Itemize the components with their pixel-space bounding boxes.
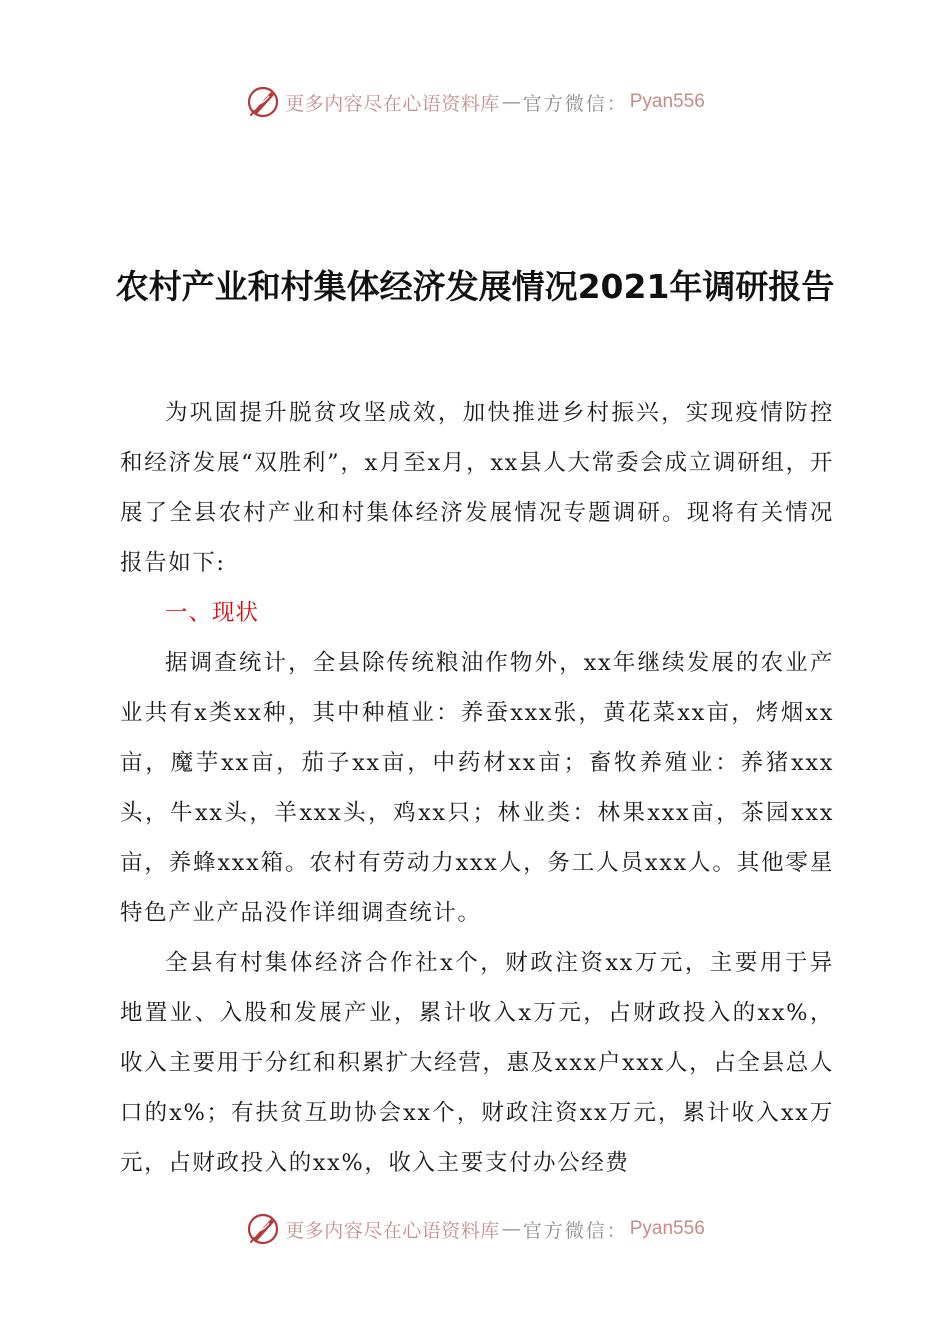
watermark-wechat-id: Pyan556	[629, 1218, 705, 1239]
status-paragraph-industry: 据调查统计，全县除传统粮油作物外，xx年继续发展的农业产业共有x类xx种，其中种植业：养蚕xxx张，黄花菜xx亩，烤烟xx亩，魔芋xx亩，茄子xx亩，中药材xx亩；畜牧养殖业：养猪xxx头，牛xx头，羊xxx头，鸡xx只；林业类：林果xxx亩，茶园xxx亩，养蜂xxx箱。农村有劳动力xxx人，务工人员xxx人。其他零星特色产业产品没作详细调查统计。	[120, 650, 834, 926]
document-title: 农村产业和村集体经济发展情况2021年调研报告	[115, 267, 835, 306]
watermark-separator: —	[501, 91, 521, 113]
status-paragraph-collective-economy: 全县有村集体经济合作社x个，财政注资xx万元，主要用于异地置业、入股和发展产业，累计收入x万元，占财政投入的xx%，收入主要用于分红和积累扩大经营，惠及xxx户xxx人，占全县总人口的x%；有扶贫互助协会xx个，财政注资xx万元，累计收入xx万元，占财政投入的xx%，收入主要支付办公经费	[120, 950, 834, 1176]
intro-paragraph: 为巩固提升脱贫攻坚成效，加快推进乡村振兴，实现疫情防控和经济发展“双胜利”，x月至x月，xx县人大常委会成立调研组，开展了全县农村产业和村集体经济发展情况专题调研。现将有关情况报告如下:	[120, 400, 834, 576]
quill-pen-logo-icon	[245, 84, 281, 120]
watermark-text: 更多内容尽在心语资料库	[285, 1219, 500, 1242]
watermark-official-label: 官方微信：	[522, 92, 628, 115]
header-watermark-banner	[0, 82, 950, 122]
footer-watermark-banner	[0, 1209, 950, 1249]
watermark-text: 更多内容尽在心语资料库	[285, 92, 500, 115]
quill-pen-logo-icon	[245, 1211, 281, 1247]
watermark-official-label: 官方微信：	[522, 1219, 628, 1242]
document-body	[120, 388, 834, 1188]
section-heading-status: 一、现状	[165, 600, 260, 626]
watermark-separator: —	[501, 1218, 521, 1240]
watermark-wechat-id: Pyan556	[629, 91, 705, 112]
